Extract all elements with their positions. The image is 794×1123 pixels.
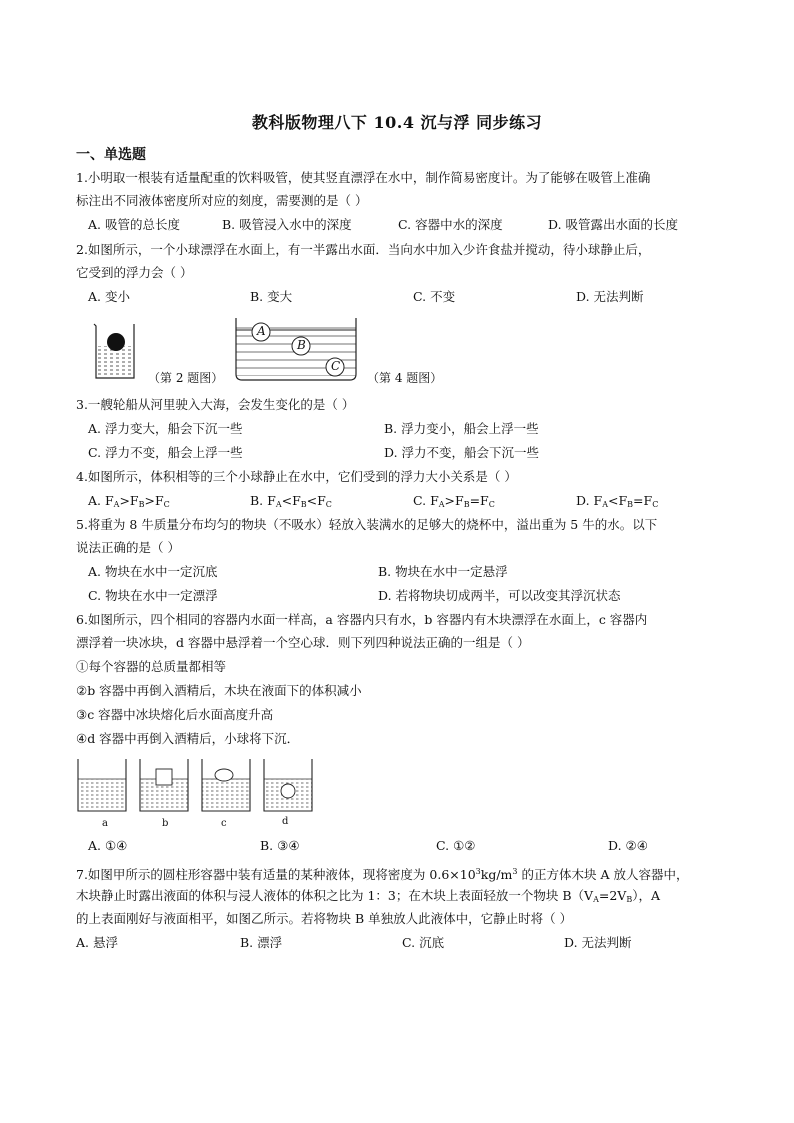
q6-statement-1: ①每个容器的总质量都相等 <box>76 659 227 674</box>
q4-option-d: D. $F_A<F_B=F_C$ <box>576 493 659 509</box>
q2-option-a: A. 变小 <box>88 289 130 304</box>
q2-stem-line2: 它受到的浮力会（ ） <box>76 265 193 280</box>
q6-option-c: C. ①② <box>436 838 476 853</box>
q5-stem-line1: 5.将重为 8 牛质量分布均匀的物块（不吸水）轻放入装满水的足够大的烧杯中，溢出重为 5 牛的水。以下 <box>76 517 658 532</box>
page-title: 教科版物理八下 10.4 沉与浮 同步练习 <box>251 113 543 132</box>
q7-option-c: C. 沉底 <box>402 935 445 950</box>
figure-q6-label-c: c <box>221 818 227 829</box>
q3-option-a: A. 浮力变大，船会下沉一些 <box>88 421 243 436</box>
figure-q4-caption: （第 4 题图） <box>367 371 443 385</box>
q2-option-c: C. 不变 <box>413 289 456 304</box>
q7-stem-line3: 的上表面刚好与液面相平，如图乙所示。若将物块 B 单独放人此液体中，它静止时将（ ） <box>76 911 573 926</box>
q2-stem-line1: 2.如图所示，一个小球漂浮在水面上，有一半露出水面．当向水中加入少许食盐并搅动，待小球静止后， <box>76 242 651 257</box>
section-heading: 一、单选题 <box>76 147 146 163</box>
q6-statement-3: ③c 容器中冰块熔化后水面高度升高 <box>76 707 274 722</box>
q1-option-c: C. 容器中水的深度 <box>398 217 503 232</box>
q6-option-a: A. ①④ <box>88 838 128 853</box>
q6-option-d: D. ②④ <box>608 838 648 853</box>
figure-q6-containers <box>76 757 336 815</box>
q6-stem-line2: 漂浮着一块冰块，d 容器中悬浮着一个空心球．则下列四种说法正确的一组是（ ） <box>76 635 530 650</box>
q7-stem-line1: 7.如图甲所示的圆柱形容器中装有适量的某种液体，现将密度为 $0.6\times 10^3kg/m^3$ 的正方体木块 A 放人容器中， <box>76 867 689 882</box>
q7-option-b: B. 漂浮 <box>240 935 283 950</box>
figure-q6-label-a: a <box>102 818 108 829</box>
q5-option-d: D. 若将物块切成两半，可以改变其浮沉状态 <box>378 588 621 603</box>
q2-option-b: B. 变大 <box>250 289 293 304</box>
q6-statement-2: ②b 容器中再倒入酒精后，木块在液面下的体积减小 <box>76 683 362 698</box>
q4-option-c: C. $F_A>F_B=F_C$ <box>413 493 495 509</box>
q5-option-c: C. 物块在水中一定漂浮 <box>88 588 218 603</box>
figure-q6-label-b: b <box>162 818 169 829</box>
q1-option-b: B. 吸管浸入水中的深度 <box>222 217 352 232</box>
q1-option-d: D. 吸管露出水面的长度 <box>548 217 679 232</box>
q2-option-d: D. 无法判断 <box>576 289 644 304</box>
q1-option-a: A. 吸管的总长度 <box>88 217 180 232</box>
q7-option-d: D. 无法判断 <box>564 935 632 950</box>
q4-option-b: B. $F_A<F_B<F_C$ <box>250 493 332 509</box>
q5-stem-line2: 说法正确的是（ ） <box>76 540 180 555</box>
q5-option-a: A. 物块在水中一定沉底 <box>88 564 218 579</box>
q4-stem: 4.如图所示，体积相等的三个小球静止在水中，它们受到的浮力大小关系是（ ） <box>76 469 517 484</box>
q3-option-b: B. 浮力变小，船会上浮一些 <box>384 421 539 436</box>
q1-stem-line2: 标注出不同液体密度所对应的刻度，需要测的是（ ） <box>76 193 368 208</box>
q7-option-a: A. 悬浮 <box>76 935 118 950</box>
figure-q4-label-b: B <box>297 338 306 352</box>
q3-option-c: C. 浮力不变，船会上浮一些 <box>88 445 243 460</box>
q6-statement-4: ④d 容器中再倒入酒精后，小球将下沉． <box>76 731 300 746</box>
q5-option-b: B. 物块在水中一定悬浮 <box>378 564 508 579</box>
q3-option-d: D. 浮力不变，船会下沉一些 <box>384 445 540 460</box>
figure-q2-beaker <box>92 320 142 382</box>
q4-option-a: A. $F_A>F_B>F_C$ <box>88 493 170 509</box>
figure-q6-label-d: d <box>282 816 289 827</box>
figure-q4-label-c: C <box>331 359 341 373</box>
q6-option-b: B. ③④ <box>260 838 300 853</box>
q3-stem: 3.一艘轮船从河里驶入大海，会发生变化的是（ ） <box>76 397 355 412</box>
q7-stem-line2: 木块静止时露出液面的体积与浸人液体的体积之比为 1：3；在木块上表面轻放一个物块 $B(V_A=2V_B)$，A <box>76 888 660 904</box>
q1-stem-line1: 1.小明取一根装有适量配重的饮料吸管，使其竖直漂浮在水中，制作简易密度计。为了能够在吸管上准确 <box>76 170 651 185</box>
figure-q2-caption: （第 2 题图） <box>148 371 224 385</box>
figure-q4-label-a: A <box>257 324 266 338</box>
q6-stem-line1: 6.如图所示，四个相同的容器内水面一样高，a 容器内只有水，b 容器内有木块漂浮在水面上，c 容器内 <box>76 612 648 627</box>
